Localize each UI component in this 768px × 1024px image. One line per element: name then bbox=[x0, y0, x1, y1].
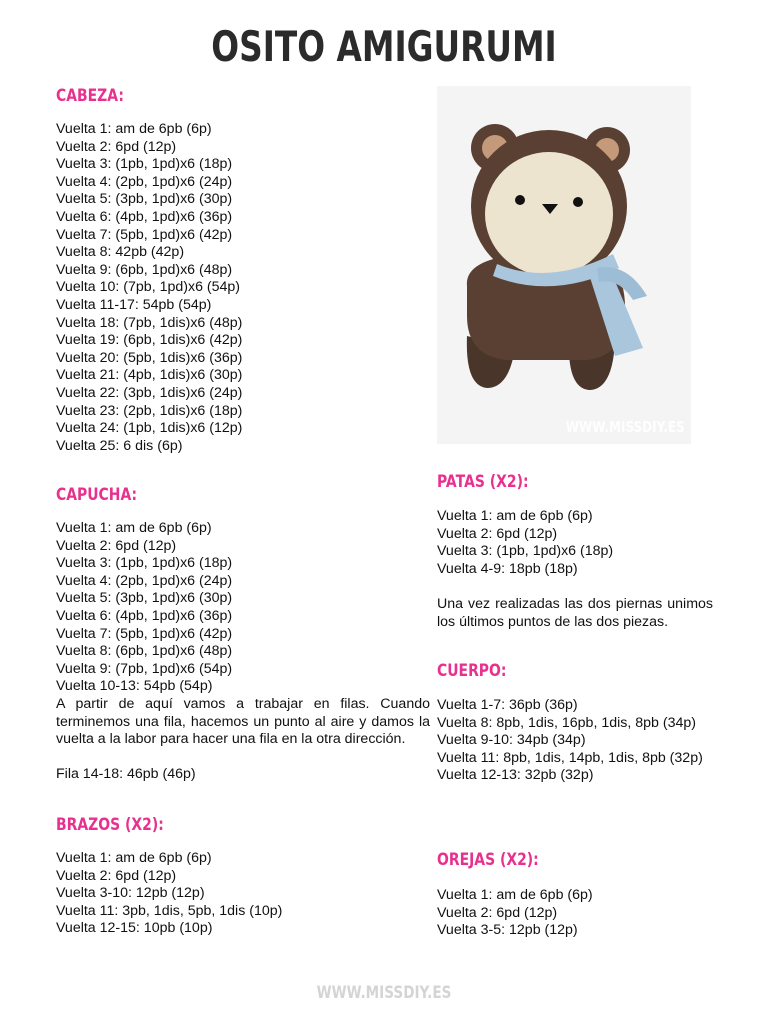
footer-website: WWW.MISSDIY.ES bbox=[316, 983, 452, 1003]
list-item: Vuelta 3: (1pb, 1pd)x6 (18p) bbox=[56, 555, 233, 572]
patas-list bbox=[437, 508, 613, 578]
list-item: Vuelta 3: (1pb, 1pd)x6 (18p) bbox=[437, 543, 614, 560]
list-item: Vuelta 24: (1pb, 1dis)x6 (12p) bbox=[56, 420, 243, 437]
list-item: Vuelta 6: (4pb, 1pd)x6 (36p) bbox=[56, 208, 233, 225]
list-item: Vuelta 22: (3pb, 1dis)x6 (24p) bbox=[56, 384, 243, 401]
list-item: Vuelta 8: (6pb, 1pd)x6 (48p) bbox=[56, 643, 233, 660]
section-heading-orejas: OREJAS (X2): bbox=[437, 850, 539, 870]
page-title: OSITO AMIGURUMI bbox=[211, 22, 557, 71]
list-item: Vuelta 8: 42pb (42p) bbox=[56, 244, 185, 261]
list-item: Vuelta 12-15: 10pb (10p) bbox=[56, 920, 213, 937]
photo-watermark: WWW.MISSDIY.ES bbox=[566, 418, 685, 436]
list-item: Vuelta 11: 8pb, 1dis, 14pb, 1dis, 8pb (32p) bbox=[437, 749, 703, 766]
list-item: Vuelta 2: 6pd (12p) bbox=[437, 904, 558, 921]
list-item: Vuelta 4-9: 18pb (18p) bbox=[437, 560, 578, 577]
list-item: Vuelta 9-10: 34pb (34p) bbox=[437, 732, 586, 749]
section-heading-patas: PATAS (X2): bbox=[437, 472, 529, 492]
list-item: Vuelta 9: (7pb, 1pd)x6 (54p) bbox=[56, 660, 233, 677]
list-item: Vuelta 3-5: 12pb (12p) bbox=[437, 922, 578, 939]
list-item: Vuelta 2: 6pd (12p) bbox=[437, 525, 558, 542]
list-item: Vuelta 4: (2pb, 1pd)x6 (24p) bbox=[56, 173, 233, 190]
orejas-list bbox=[437, 887, 593, 940]
list-item: Vuelta 11: 3pb, 1dis, 5pb, 1dis (10p) bbox=[56, 902, 283, 919]
list-item: Vuelta 2: 6pd (12p) bbox=[56, 138, 177, 155]
cabeza-list bbox=[56, 121, 242, 455]
list-item: Vuelta 5: (3pb, 1pd)x6 (30p) bbox=[56, 191, 233, 208]
capucha-last-line: Fila 14-18: 46pb (46p) bbox=[56, 766, 196, 782]
list-item: Vuelta 11-17: 54pb (54p) bbox=[56, 296, 212, 313]
list-item: Vuelta 23: (2pb, 1dis)x6 (18p) bbox=[56, 402, 243, 419]
section-heading-cuerpo: CUERPO: bbox=[437, 661, 507, 681]
list-item: Vuelta 2: 6pd (12p) bbox=[56, 537, 177, 554]
section-heading-capucha: CAPUCHA: bbox=[56, 485, 138, 505]
list-item: Vuelta 6: (4pb, 1pd)x6 (36p) bbox=[56, 607, 233, 624]
list-item: Vuelta 10-13: 54pb (54p) bbox=[56, 678, 213, 695]
list-item: Vuelta 9: (6pb, 1pd)x6 (48p) bbox=[56, 261, 233, 278]
list-item: Vuelta 18: (7pb, 1dis)x6 (48p) bbox=[56, 314, 243, 331]
section-heading-brazos: BRAZOS (X2): bbox=[56, 815, 164, 835]
list-item: Vuelta 3: (1pb, 1pd)x6 (18p) bbox=[56, 156, 233, 173]
brazos-list bbox=[56, 850, 282, 938]
bear-photo bbox=[437, 86, 691, 444]
list-item: Vuelta 1: am de 6pb (6p) bbox=[56, 121, 212, 137]
list-item: Vuelta 1: am de 6pb (6p) bbox=[56, 520, 212, 536]
amigurumi-bear-illustration bbox=[437, 86, 691, 444]
list-item: Vuelta 25: 6 dis (6p) bbox=[56, 437, 183, 454]
list-item: Vuelta 20: (5pb, 1dis)x6 (36p) bbox=[56, 349, 243, 366]
section-heading-cabeza: CABEZA: bbox=[56, 86, 124, 106]
capucha-paragraph: A partir de aquí vamos a trabajar en filas. Cuando terminemos una fila, hacemos un punto al aire y damos la vuelta a la labor para hacer una fila en la otra dirección. bbox=[56, 696, 430, 748]
list-item: Vuelta 21: (4pb, 1dis)x6 (30p) bbox=[56, 367, 243, 384]
list-item: Vuelta 8: 8pb, 1dis, 16pb, 1dis, 8pb (34p) bbox=[437, 714, 696, 731]
list-item: Vuelta 7: (5pb, 1pd)x6 (42p) bbox=[56, 625, 233, 642]
list-item: Vuelta 1: am de 6pb (6p) bbox=[56, 850, 212, 866]
list-item: Vuelta 2: 6pd (12p) bbox=[56, 867, 177, 884]
list-item: Vuelta 7: (5pb, 1pd)x6 (42p) bbox=[56, 226, 233, 243]
list-item: Vuelta 5: (3pb, 1pd)x6 (30p) bbox=[56, 590, 233, 607]
list-item: Vuelta 4: (2pb, 1pd)x6 (24p) bbox=[56, 572, 233, 589]
list-item: Vuelta 1-7: 36pb (36p) bbox=[437, 697, 578, 713]
list-item: Vuelta 1: am de 6pb (6p) bbox=[437, 508, 593, 524]
list-item: Vuelta 1: am de 6pb (6p) bbox=[437, 887, 593, 903]
list-item: Vuelta 3-10: 12pb (12p) bbox=[56, 885, 205, 902]
list-item: Vuelta 19: (6pb, 1dis)x6 (42p) bbox=[56, 332, 243, 349]
list-item: Vuelta 10: (7pb, 1pd)x6 (54p) bbox=[56, 279, 241, 296]
patas-paragraph: Una vez realizadas las dos piernas unimos los últimos puntos de las dos piezas. bbox=[437, 596, 713, 630]
cuerpo-list bbox=[437, 697, 713, 785]
capucha-list bbox=[56, 520, 232, 696]
list-item: Vuelta 12-13: 32pb (32p) bbox=[437, 767, 594, 784]
